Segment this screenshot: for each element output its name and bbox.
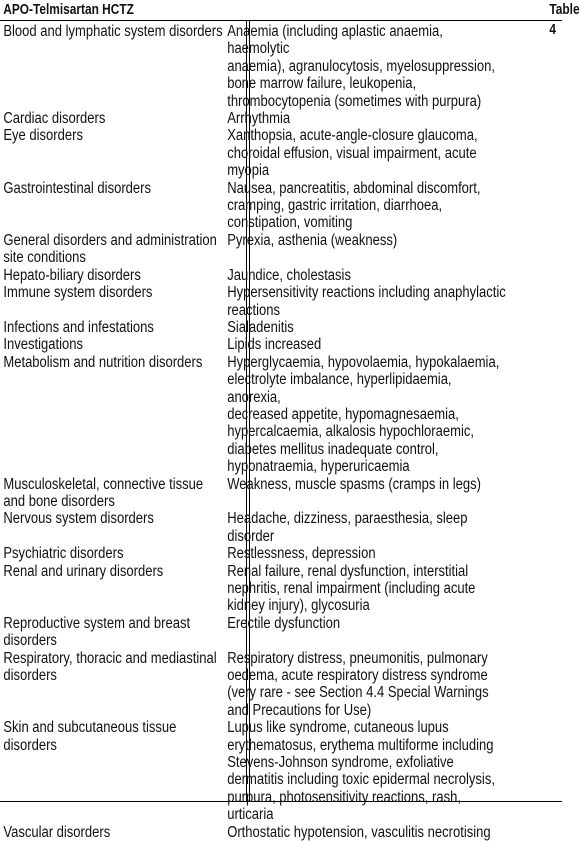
table-row	[0, 824, 562, 841]
system-organ-class-cell: Gastrointestinal disorders	[3, 179, 151, 197]
system-organ-class-cell: Musculoskeletal, connective tissue and bone disorders	[3, 475, 204, 510]
table-row	[0, 476, 562, 511]
table-row	[0, 510, 562, 545]
adverse-effects-cell: Nausea, pancreatitis, abdominal discomfort, cramping, gastric irritation, diarrhoea, constipation, vomiting	[226, 179, 481, 232]
system-organ-class-cell: Skin and subcutaneous tissue disorders	[3, 719, 177, 754]
table-row	[0, 354, 562, 476]
system-organ-class-cell: Psychiatric disorders	[3, 545, 124, 563]
table-row	[0, 563, 562, 615]
table-row	[0, 319, 562, 336]
system-organ-class-cell: Renal and urinary disorders	[3, 562, 164, 580]
table-row	[0, 615, 562, 650]
system-organ-class-cell: Immune system disorders	[3, 284, 153, 302]
adverse-effects-cell: Arrhythmia	[226, 110, 290, 128]
adverse-effects-cell: Respiratory distress, pneumonitis, pulmonary oedema, acute respiratory distress syndrome (very rare - see Section 4.4 Special Warnings and Precautions for Use)	[226, 649, 489, 719]
system-organ-class-cell: Cardiac disorders	[3, 110, 106, 128]
header-divider	[0, 20, 562, 21]
system-organ-class-cell: Nervous system disorders	[3, 510, 154, 528]
table-row	[0, 23, 562, 110]
table-row	[0, 127, 562, 179]
system-organ-class-cell: Metabolism and nutrition disorders	[3, 353, 203, 371]
system-organ-class-cell: Reproductive system and breast disorders	[3, 614, 191, 650]
adverse-effects-cell: Pyrexia, asthenia (weakness)	[226, 231, 397, 249]
table-row	[0, 284, 562, 319]
adverse-effects-cell: Hyperglycaemia, hypovolaemia, hypokalaemia, electrolyte imbalance, hyperlipidaemia, anorexia, decreased appetite, hypomagnesaemia, hypercalcaemia, alkalosis hypochloraemic, diabetes mellitus inadequate control, hyponatraemia, hyperuricaemia	[226, 353, 499, 476]
adverse-effects-cell: Sialadenitis	[226, 318, 294, 336]
system-organ-class-cell: Infections and infestations	[3, 318, 154, 336]
table-row	[0, 650, 562, 720]
adverse-effects-cell: Headache, dizziness, paraesthesia, sleep disorder	[226, 510, 468, 545]
adverse-effects-cell: Renal failure, renal dysfunction, interstitial nephritis, renal impairment (including acute kidney injury), glycosuria	[226, 562, 476, 615]
table-row	[0, 719, 562, 823]
table-row	[0, 232, 562, 267]
table-label: Table 4	[549, 2, 580, 38]
adverse-effects-cell: Restlessness, depression	[226, 545, 376, 563]
system-organ-class-cell: Hepato-biliary disorders	[3, 266, 141, 284]
table-row	[0, 180, 562, 232]
adverse-effects-cell: Anaemia (including aplastic anaemia, haemolytic anaemia), agranulocytosis, myelosuppression, bone marrow failure, leukopenia, thrombocytopenia (sometimes with purpura)	[226, 23, 495, 110]
document-title: APO-Telmisartan HCTZ	[3, 2, 134, 18]
table-row	[0, 545, 562, 562]
adverse-effects-cell: Weakness, muscle spasms (cramps in legs)	[226, 475, 481, 493]
table-row	[0, 110, 562, 127]
system-organ-class-cell: Blood and lymphatic system disorders	[3, 23, 223, 40]
system-organ-class-cell: General disorders and administration site conditions	[3, 231, 217, 267]
adverse-effects-cell: Lipids increased	[226, 336, 321, 354]
system-organ-class-cell: Investigations	[3, 336, 83, 354]
adverse-effects-cell: Jaundice, cholestasis	[226, 266, 351, 284]
table-row	[0, 336, 562, 353]
adverse-effects-cell: Orthostatic hypotension, vasculitis necrotising	[226, 823, 491, 841]
system-organ-class-cell: Vascular disorders	[3, 823, 111, 841]
table-row	[0, 267, 562, 284]
adverse-effects-cell: Erectile dysfunction	[226, 614, 340, 632]
adverse-effects-cell: Xanthopsia, acute-angle-closure glaucoma, choroidal effusion, visual impairment, acute myopia	[226, 127, 478, 180]
adverse-effects-cell: Lupus like syndrome, cutaneous lupus erythematosus, erythema multiforme including Stevens-Johnson syndrome, exfoliative dermatitis including toxic epidermal necrolysis, purpura, photosensitivity reactions, rash, urticaria	[226, 719, 495, 824]
system-organ-class-cell: Eye disorders	[3, 127, 83, 145]
system-organ-class-cell: Respiratory, thoracic and mediastinal disorders	[3, 649, 217, 685]
adverse-effects-cell: Hypersensitivity reactions including anaphylactic reactions	[226, 284, 506, 319]
adverse-effects-table	[0, 23, 562, 841]
